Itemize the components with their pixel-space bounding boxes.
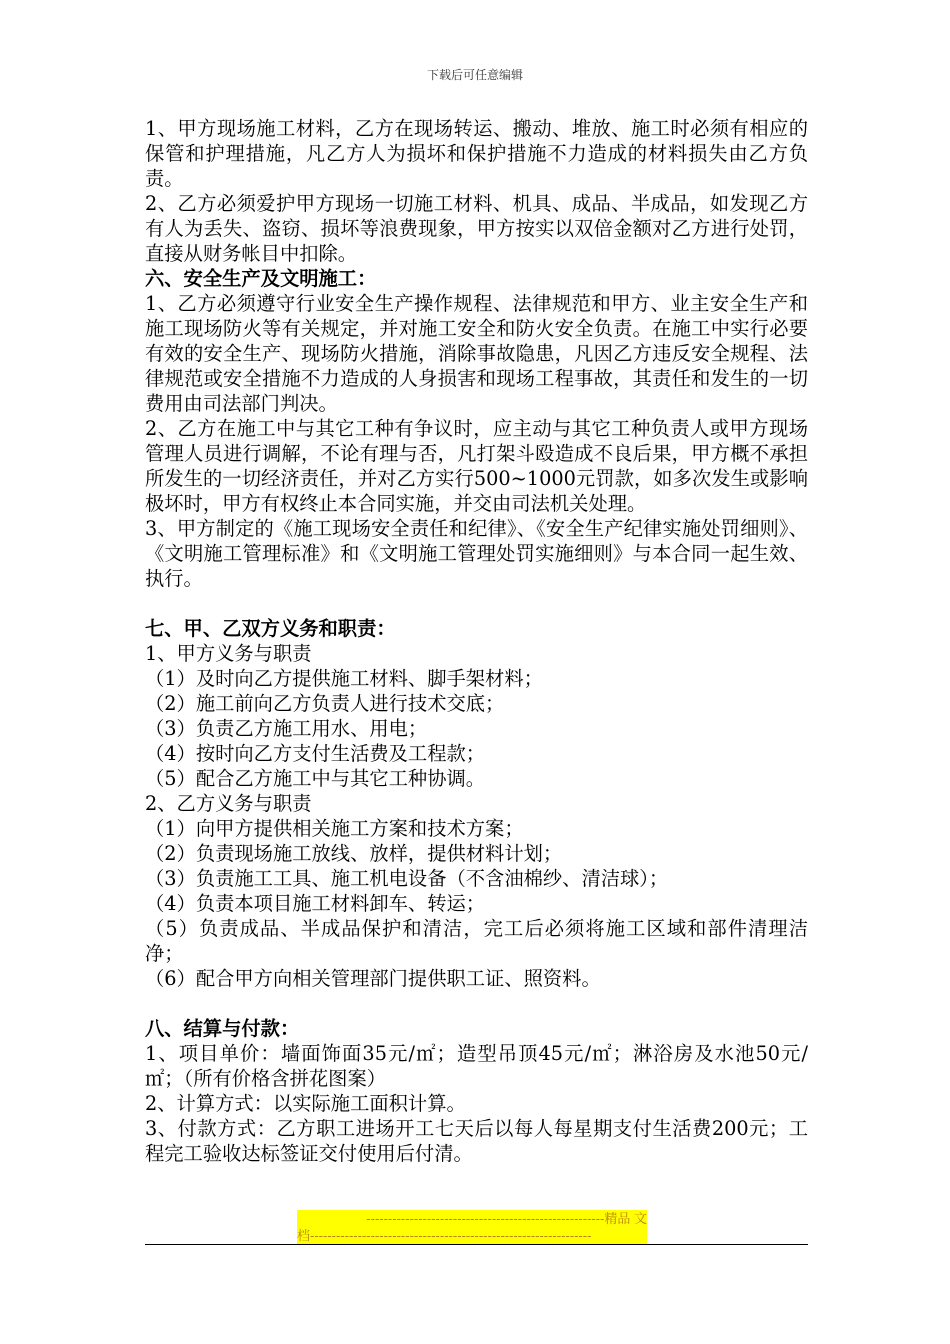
footer-line-1: -------------------------------------------------------精品 文 (297, 1210, 647, 1227)
list-item: （5）配合乙方施工中与其它工种协调。 (145, 767, 486, 790)
section-heading: 八、结算与付款： (145, 1017, 300, 1040)
paragraph: 1、甲方现场施工材料，乙方在现场转运、搬动、堆放、施工时必须有相应的保管和护理措施，凡乙方人为损坏和保护措施不力造成的材料损失由乙方负责。 (145, 117, 808, 190)
paragraph: 3、甲方制定的《施工现场安全责任和纪律》、《安全生产纪律实施处罚细则》、《文明施工管理标准》和《文明施工管理处罚实施细则》与本合同一起生效、执行。 (145, 517, 808, 590)
footer-divider (145, 1244, 808, 1245)
list-item: （4）负责本项目施工材料卸车、转运； (145, 892, 486, 915)
paragraph: 2、计算方式：以实际施工面积计算。 (145, 1092, 466, 1115)
list-item: （6）配合甲方向相关管理部门提供职工证、照资料。 (145, 967, 601, 990)
blank-line (145, 591, 808, 616)
list-item: （5）负责成品、半成品保护和清洁，完工后必须将施工区域和部件清理洁净； (145, 917, 808, 965)
paragraph: 2、乙方在施工中与其它工种有争议时，应主动与其它工种负责人或甲方现场管理人员进行调解，不论有理与否，凡打架斗殴造成不良后果，甲方概不承担所发生的一切经济责任，并对乙方实行500~1000元罚款，如多次发生或影响极坏时，甲方有权终止本合同实施，并交由司法机关处理。 (145, 417, 808, 515)
paragraph: 1、项目单价：墙面饰面35元/㎡；造型吊顶45元/㎡；淋浴房及水池50元/㎡；（所有价格含拼花图案） (145, 1042, 808, 1090)
paragraph: 2、乙方义务与职责 (145, 792, 312, 815)
footer-line-2: 档----------------------------------------------------------------- (297, 1227, 647, 1244)
section-heading: 六、安全生产及文明施工： (145, 267, 377, 290)
list-item: （2）施工前向乙方负责人进行技术交底； (145, 692, 505, 715)
list-item: （3）负责施工工具、施工机电设备（不含油棉纱、清洁球）； (145, 867, 669, 890)
document-body (145, 116, 808, 1166)
footer-watermark (297, 1210, 647, 1244)
list-item: （2）负责现场施工放线、放样，提供材料计划； (145, 842, 563, 865)
list-item: （1）及时向乙方提供施工材料、脚手架材料； (145, 667, 543, 690)
paragraph: 2、乙方必须爱护甲方现场一切施工材料、机具、成品、半成品，如发现乙方有人为丢失、盗窃、损坏等浪费现象，甲方按实以双倍金额对乙方进行处罚，直接从财务帐目中扣除。 (145, 192, 808, 265)
list-item: （1）向甲方提供相关施工方案和技术方案； (145, 817, 524, 840)
paragraph: 1、乙方必须遵守行业安全生产操作规程、法律规范和甲方、业主安全生产和施工现场防火等有关规定，并对施工安全和防火安全负责。在施工中实行必要有效的安全生产、现场防火措施，消除事故隐患，凡因乙方违反安全规程、法律规范或安全措施不力造成的人身损害和现场工程事故，其责任和发生的一切费用由司法部门判决。 (145, 292, 808, 415)
paragraph: 1、甲方义务与职责 (145, 642, 312, 665)
blank-line (145, 991, 808, 1016)
list-item: （4）按时向乙方支付生活费及工程款； (145, 742, 486, 765)
paragraph: 3、付款方式：乙方职工进场开工七天后以每人每星期支付生活费200元；工程完工验收达标签证交付使用后付清。 (145, 1117, 808, 1165)
list-item: （3）负责乙方施工用水、用电； (145, 717, 428, 740)
section-heading: 七、甲、乙双方义务和职责： (145, 617, 396, 640)
header-note: 下载后可任意编辑 (426, 68, 523, 82)
